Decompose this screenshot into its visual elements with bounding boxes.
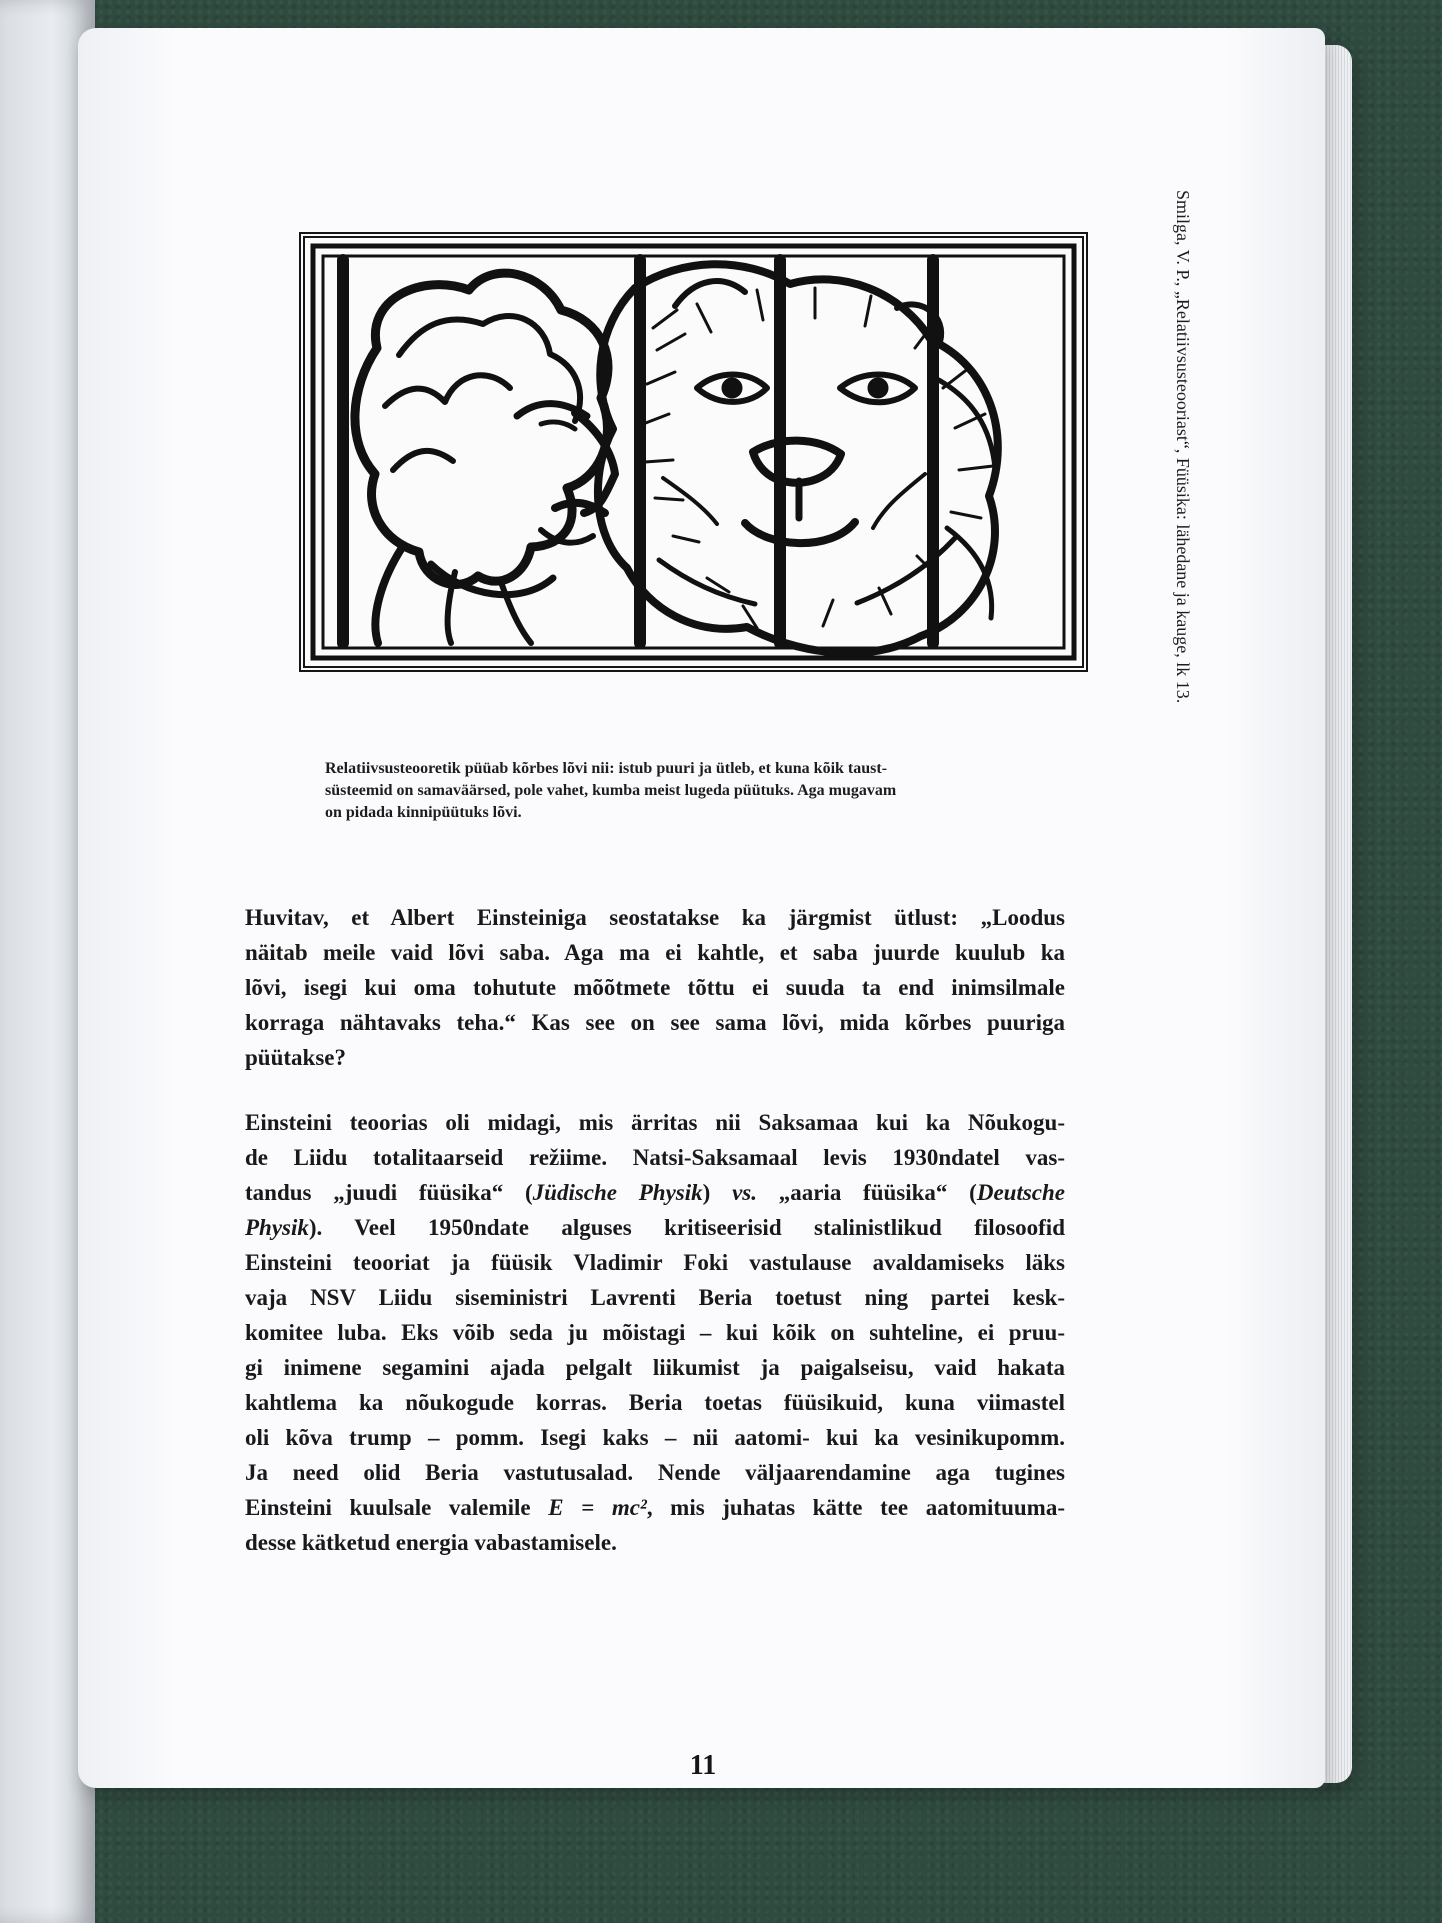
paragraph-line-with-italics (245, 1210, 1065, 1245)
paragraph-line: Einsteini teooriat ja füüsik Vladimir Foki vastulause avaldamiseks läks (245, 1250, 1065, 1275)
paragraph-line: kahtlema ka nõukogude korras. Beria toetas füüsikuid, kuna viimastel (245, 1390, 1065, 1415)
caption-line: süsteemid on samaväärsed, pole vahet, kumba meist lugeda püütuks. Aga mugavam (325, 782, 897, 799)
text-segment: , mis juhatas kätte tee aatomituuma- (646, 1495, 1065, 1520)
paragraph-line: püütakse? (245, 1045, 346, 1070)
paragraph-line-with-italics (245, 1175, 1065, 1210)
paragraph-line-with-formula (245, 1490, 1065, 1525)
paragraph-line: gi inimene segamini ajada pelgalt liikumist ja paigalseisu, vaid hakata (245, 1355, 1065, 1380)
italic-term: Physik (245, 1215, 309, 1240)
caption-line: on pidada kinnipüütuks lõvi. (325, 804, 522, 821)
paragraph-line: komitee luba. Eks võib seda ju mõistagi – kui kõik on suhteline, ei pruu- (245, 1320, 1065, 1345)
paragraph-line: Huvitav, et Albert Einsteiniga seostatakse ka järgmist ütlust: „Loodus (245, 905, 1065, 930)
illustration-caption (325, 758, 1065, 824)
italic-term: Deutsche (976, 1180, 1066, 1205)
italic-term: vs. (732, 1180, 757, 1205)
paragraph-line: näitab meile vaid lõvi saba. Aga ma ei kahtle, et saba juurde kuulub ka (245, 940, 1065, 965)
text-segment: „aaria füüsika“ ( (756, 1180, 977, 1205)
paragraph-line: vaja NSV Liidu siseministri Lavrenti Beria toetust ning partei kesk- (245, 1285, 1065, 1310)
body-text (245, 900, 1065, 1590)
paragraph-line: Einsteini teoorias oli midagi, mis ärritas nii Saksamaa kui ka Nõukogu- (245, 1110, 1065, 1135)
illustration-einstein-lion-cage (299, 232, 1088, 672)
paragraph-2 (245, 1105, 1065, 1560)
paragraph-line: Ja need olid Beria vastutusalad. Nende väljaarendamine aga tugines (245, 1460, 1065, 1485)
paragraph-line: lõvi, isegi kui oma tohutute mõõtmete tõttu ei suuda ta end inimsilmale (245, 975, 1065, 1000)
paragraph-line: korraga nähtavaks teha.“ Kas see on see sama lõvi, mida kõrbes puuriga (245, 1010, 1065, 1035)
italic-term: Jüdische Physik (532, 1180, 703, 1205)
text-segment: tandus „juudi füüsika“ ( (245, 1180, 533, 1205)
text-segment: Einsteini kuulsale valemile (245, 1495, 549, 1520)
formula-text: E = mc² (548, 1495, 647, 1520)
text-segment: ). Veel 1950ndate alguses kritiseerisid stalinistlikud filosoofid (308, 1215, 1065, 1240)
caption-line: Relatiivsusteooretik püüab kõrbes lõvi nii: istub puuri ja ütleb, et kuna kõik taust- (325, 760, 888, 777)
paragraph-1 (245, 900, 1065, 1075)
paragraph-line: desse kätketud energia vabastamisele. (245, 1530, 617, 1555)
paragraph-line: oli kõva trump – pomm. Isegi kaks – nii aatomi- kui ka vesinikupomm. (245, 1425, 1065, 1450)
text-segment: ) (702, 1180, 733, 1205)
paragraph-line: de Liidu totalitaarseid režiime. Natsi-Saksamaal levis 1930ndatel vas- (245, 1145, 1065, 1170)
page-number: 11 (689, 1750, 717, 1781)
book-page (78, 28, 1325, 1788)
woodcut-drawing (305, 238, 1082, 666)
side-citation: Smilga, V. P., „Relatiivsusteooriast“, Füüsika: lähedane ja kauge, lk 13. (1173, 190, 1193, 704)
